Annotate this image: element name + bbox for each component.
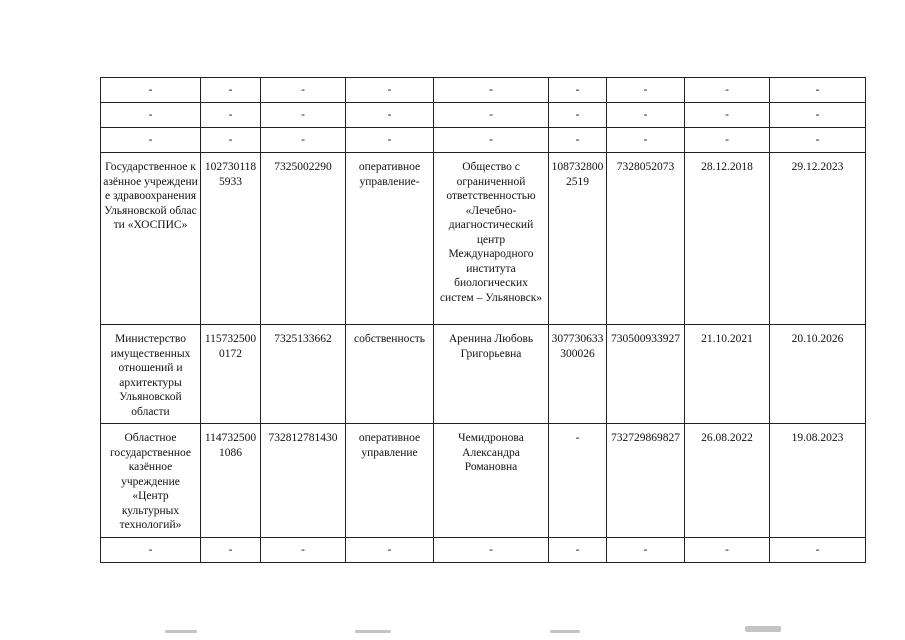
- tenant-name-cell: Общество с ограниченной ответственностью «Лечебно-диагностический центр Международного института биологических систем – Ульяновск»: [434, 153, 549, 325]
- table-cell: -: [434, 103, 549, 128]
- table-cell: -: [346, 128, 434, 153]
- holder-inn-cell: 732812781430: [261, 424, 346, 538]
- table-cell: -: [261, 78, 346, 103]
- tenant-name-cell: Чемидронова Александра Романовна: [434, 424, 549, 538]
- table-cell: -: [434, 537, 549, 562]
- scan-smudge: [745, 626, 781, 632]
- tenant-inn-cell: 730500933927: [607, 325, 685, 424]
- table-cell: -: [346, 78, 434, 103]
- table-cell: -: [770, 537, 866, 562]
- end-date-cell: 20.10.2026: [770, 325, 866, 424]
- end-date-cell: 29.12.2023: [770, 153, 866, 325]
- right-type-cell: оперативное управление-: [346, 153, 434, 325]
- holder-name-cell: Министерство имущественных отношений и архитектуры Ульяновской области: [101, 325, 201, 424]
- holder-inn-cell: 7325133662: [261, 325, 346, 424]
- table-cell: -: [607, 103, 685, 128]
- end-date-cell: 19.08.2023: [770, 424, 866, 538]
- table-row: [101, 325, 866, 424]
- table-cell: -: [201, 128, 261, 153]
- table-cell: -: [346, 537, 434, 562]
- tenant-inn-cell: 732729869827: [607, 424, 685, 538]
- holder-ogrn-cell: 1157325000172: [201, 325, 261, 424]
- scan-smudge: [550, 630, 580, 633]
- scan-smudge: [165, 630, 197, 633]
- holder-ogrn-cell: 1147325001086: [201, 424, 261, 538]
- tenant-ogrn-cell: 1087328002519: [549, 153, 607, 325]
- table-cell: -: [685, 537, 770, 562]
- registry-table: [100, 77, 866, 563]
- holder-ogrn-cell: 1027301185933: [201, 153, 261, 325]
- table-cell: -: [101, 128, 201, 153]
- holder-inn-cell: 7325002290: [261, 153, 346, 325]
- table-cell: -: [261, 537, 346, 562]
- tenant-ogrn-cell: -: [549, 424, 607, 538]
- table-cell: -: [261, 103, 346, 128]
- tenant-inn-cell: 7328052073: [607, 153, 685, 325]
- holder-name-cell: Государственное казённое учреждение здравоохранения Ульяновской области «ХОСПИС»: [101, 153, 201, 325]
- start-date-cell: 21.10.2021: [685, 325, 770, 424]
- table-cell: -: [201, 537, 261, 562]
- table-cell: -: [201, 78, 261, 103]
- table-cell: -: [549, 78, 607, 103]
- scan-smudge: [355, 630, 391, 633]
- table-cell: -: [685, 103, 770, 128]
- table-cell: -: [101, 78, 201, 103]
- start-date-cell: 26.08.2022: [685, 424, 770, 538]
- table-cell: -: [201, 103, 261, 128]
- right-type-cell: собственность: [346, 325, 434, 424]
- table-cell: -: [101, 103, 201, 128]
- table-cell: -: [101, 537, 201, 562]
- table-cell: -: [685, 128, 770, 153]
- table-row: [101, 103, 866, 128]
- table-cell: -: [434, 78, 549, 103]
- table-cell: -: [549, 128, 607, 153]
- start-date-cell: 28.12.2018: [685, 153, 770, 325]
- tenant-ogrn-cell: 307730633300026: [549, 325, 607, 424]
- table-cell: -: [685, 78, 770, 103]
- table-row: [101, 128, 866, 153]
- table-cell: -: [261, 128, 346, 153]
- table-row: [101, 78, 866, 103]
- table-cell: -: [549, 103, 607, 128]
- table-cell: -: [346, 103, 434, 128]
- table-row: [101, 153, 866, 325]
- table-cell: -: [607, 537, 685, 562]
- table-cell: -: [434, 128, 549, 153]
- table-cell: -: [770, 103, 866, 128]
- table-cell: -: [549, 537, 607, 562]
- table-cell: -: [607, 78, 685, 103]
- table-cell: -: [770, 128, 866, 153]
- table-row: [101, 424, 866, 538]
- table-row: [101, 537, 866, 562]
- table-cell: -: [770, 78, 866, 103]
- right-type-cell: оперативное управление: [346, 424, 434, 538]
- table-cell: -: [607, 128, 685, 153]
- tenant-name-cell: Аренина Любовь Григорьевна: [434, 325, 549, 424]
- holder-name-cell: Областное государственное казённое учреждение «Центр культурных технологий»: [101, 424, 201, 538]
